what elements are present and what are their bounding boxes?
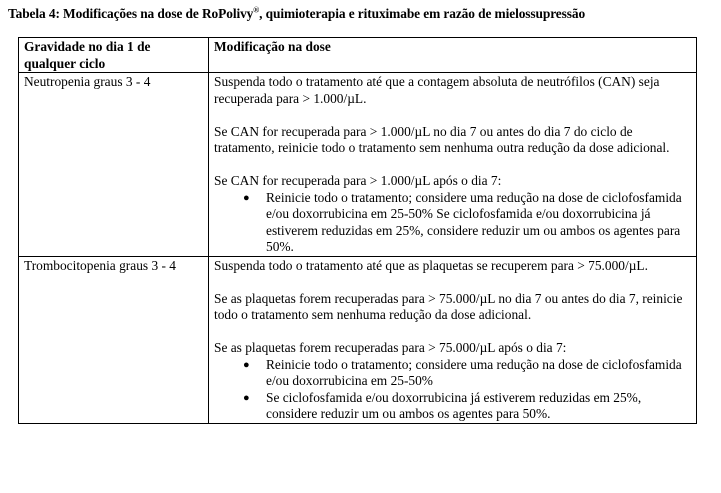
bullet-list xyxy=(214,357,690,423)
paragraph: Se CAN for recuperada para > 1.000/µL no dia 7 ou antes do dia 7 do ciclo de tratamento, reinicie todo o tratamento sem nenhuma outra redução da dose adicional. xyxy=(214,123,670,155)
modification-cell xyxy=(209,73,697,257)
list-item xyxy=(214,357,690,390)
paragraph: Se as plaquetas forem recuperadas para > 75.000/µL após o dia 7: xyxy=(214,340,567,355)
registered-mark: ® xyxy=(253,5,260,15)
caption-text-suffix: , quimioterapia e rituximabe em razão de mielossupressão xyxy=(259,6,586,21)
bullet-list xyxy=(214,190,690,256)
bullet-text: Reinicie todo o tratamento; considere uma redução na dose de ciclofosfamida e/ou doxorrubicina em 25-50% xyxy=(266,356,682,388)
table-row xyxy=(19,256,697,423)
bullet-icon: ● xyxy=(243,191,250,204)
paragraph: Se CAN for recuperada para > 1.000/µL após o dia 7: xyxy=(214,173,502,188)
table-row xyxy=(19,73,697,257)
bullet-icon: ● xyxy=(243,358,250,371)
dose-modification-table xyxy=(18,37,697,424)
table-caption xyxy=(8,6,713,23)
header-modification: Modificação na dose xyxy=(209,38,697,73)
header-severity: Gravidade no dia 1 de qualquer ciclo xyxy=(19,38,209,73)
bullet-text: Reinicie todo o tratamento; considere uma redução na dose de ciclofosfamida e/ou doxorrubicina em 25-50% Se ciclofosfamida e/ou doxorrubicina já estiverem reduzidas em 25%, considere reduzir um ou ambos os agentes para 50%. xyxy=(266,189,682,254)
paragraph: Suspenda todo o tratamento até que a contagem absoluta de neutrófilos (CAN) seja recuperada para > 1.000/µL. xyxy=(214,74,660,106)
bullet-icon: ● xyxy=(243,391,250,404)
modification-cell xyxy=(209,256,697,423)
paragraph: Suspenda todo o tratamento até que as plaquetas se recuperem para > 75.000/µL. xyxy=(214,257,648,273)
bullet-text: Se ciclofosfamida e/ou doxorrubicina já estiverem reduzidas em 25%, considere reduzir um ou ambos os agentes para 50%. xyxy=(266,389,642,421)
table-header-row xyxy=(19,38,697,73)
severity-cell: Neutropenia graus 3 - 4 xyxy=(19,73,209,257)
list-item xyxy=(214,390,690,423)
severity-cell: Trombocitopenia graus 3 - 4 xyxy=(19,256,209,423)
caption-text: Tabela 4: Modificações na dose de RoPolivy xyxy=(8,6,254,21)
list-item xyxy=(214,190,690,256)
paragraph: Se as plaquetas forem recuperadas para > 75.000/µL no dia 7 ou antes do dia 7, reinicie todo o tratamento sem nenhuma redução da dose adicional. xyxy=(214,290,683,322)
